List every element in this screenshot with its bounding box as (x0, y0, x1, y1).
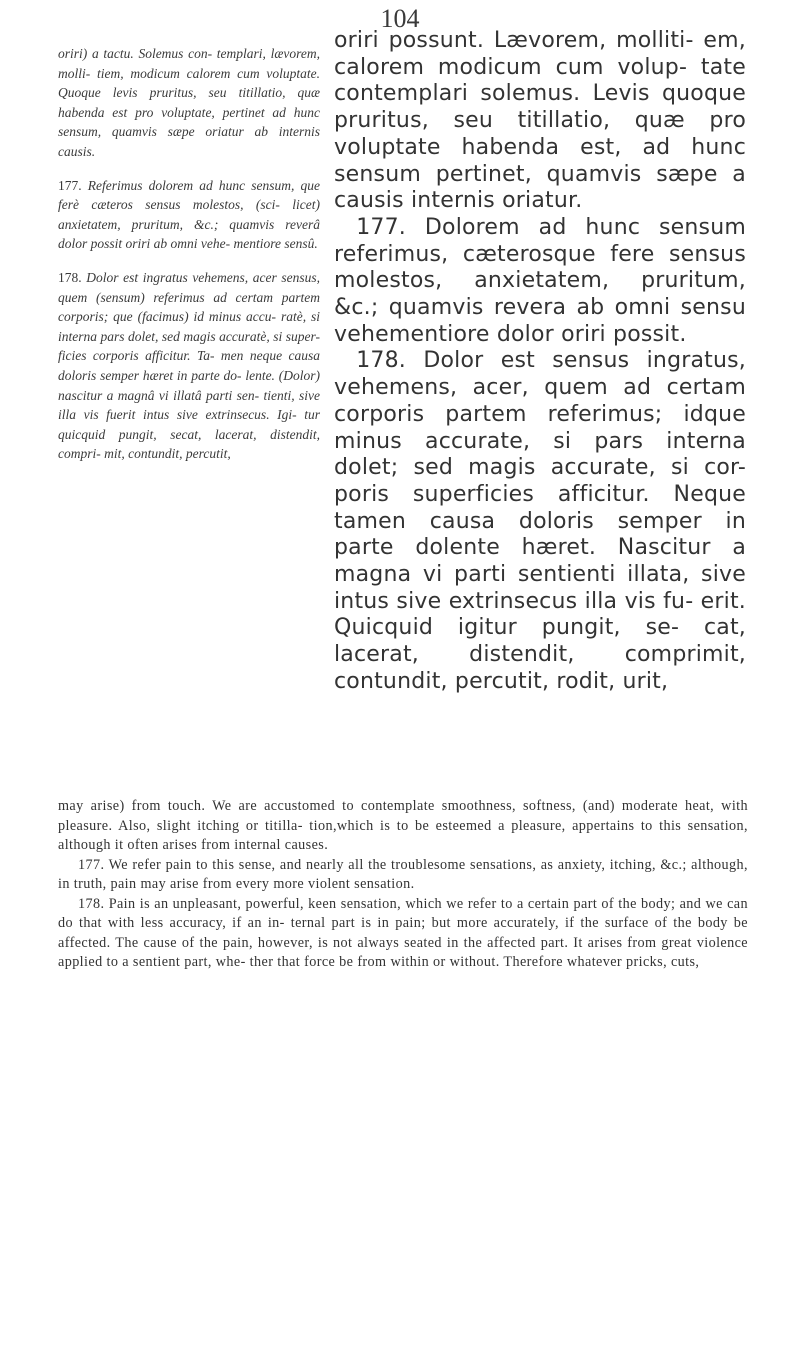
left-paragraph-intro (58, 44, 320, 162)
paragraph-text: Dolor est sensus ingratus, vehemens, acer, quem ad certam corporis partem referimus; idque minus accurate, si pars interna dolet; sed magis accurate, si cor- poris superficies afficitur. Neque tamen causa doloris semper in parte dolente hæret. Nascitur a magna vi parti sentienti illata, sive intus sive extrinsecus illa vis fu- erit. Quicquid igitur pungit, se- cat, lacerat, distendit, comprimit, contundit, percutit, rodit, urit, (334, 348, 746, 694)
paragraph-number: 177. (78, 856, 105, 873)
paragraph-number: 178. (356, 348, 406, 374)
paragraph-text: Referimus dolorem ad hunc sensum, que ferè cæteros sensus molestos, (sci- licet) anxietatem, pruritum, &c.; quamvis reverâ dolor possit oriri ab omni vehe- mentiore sensû. (58, 177, 321, 252)
english-translation (58, 797, 748, 973)
paragraph-number: 177. (356, 214, 406, 240)
paragraph-text: oriri) a tactu. Solemus con- templari, lævorem, molli- tiem, modicum calorem cum voluptate. Quoque levis pruritus, seu titillatio, quæ habenda est pro voluptate, pertinet ad hunc sensum, quamvis sæpe oriatur ab internis causis. (58, 46, 320, 159)
right-paragraph-177 (334, 215, 746, 349)
right-paragraph-intro (334, 28, 746, 215)
paragraph-text: Pain is an unpleasant, powerful, keen sensation, which we refer to a certain part of the body; and we can do that with less accuracy, if an in- ternal part is in pain; but more accurately, if the surface of the body be affected. The cause of the pain, however, is not always seated in the affected part. It arises from great violence applied to a sentient part, whe- ther that force be from within or without. Therefore whatever pricks, cuts, (58, 895, 748, 970)
paragraph-number: 178. (78, 895, 105, 912)
paragraph-text: We refer pain to this sense, and nearly all the troublesome sensations, as anxiety, itching, &c.; although, in truth, pain may arise from every more violent sensation. (58, 856, 748, 892)
latin-interlinear-column (58, 44, 320, 478)
paragraph-text: Dolorem ad hunc sensum referimus, cæterosque fere sensus molestos, anxietatem, pruritum, &c.; quamvis revera ab omni sensu vehementiore dolor oriri possit. (334, 214, 746, 347)
translation-paragraph-177 (58, 856, 748, 895)
translation-paragraph-intro (58, 797, 748, 856)
left-paragraph-178 (58, 268, 320, 464)
paragraph-text: Dolor est ingratus vehemens, acer sensus, quem (sensum) referimus ad certam partem corporis; que (facimus) id minus accu- ratè, si interna pars dolet, sed magis accuratè, si super- ficies corporis afficitur. Ta- men neque causa doloris semper hæret in parte do- lente. (Dolor) nascitur a magnâ vi illatâ parti sen- tienti, sive illa vis fuerit intus sive extrinsecus. Igi- tur quicquid pungit, secat, lacerat, distendit, compri- mit, contundit, percutit, (58, 269, 320, 462)
paragraph-number: 177. (58, 177, 82, 193)
page-number: 104 (380, 4, 420, 33)
paragraph-text: oriri possunt. Lævorem, molliti- em, calorem modicum cum volup- tate contemplari solemus. Levis quoque pruritus, seu titillatio, quæ pro voluptate habenda est, ad hunc sensum pertinet, quamvis sæpe a causis internis oriatur. (334, 28, 746, 214)
paragraph-number: 178. (58, 269, 82, 285)
left-paragraph-177 (58, 176, 320, 254)
translation-paragraph-178 (58, 895, 748, 973)
right-paragraph-178 (334, 348, 746, 695)
latin-main-column (334, 28, 746, 696)
paragraph-text: may arise) from touch. We are accustomed to contemplate smoothness, softness, (and) moderate heat, with pleasure. Also, slight itching or titilla- tion,which is to be esteemed a pleasure, appertains to this sensation, although it often arises from internal causes. (58, 798, 748, 853)
